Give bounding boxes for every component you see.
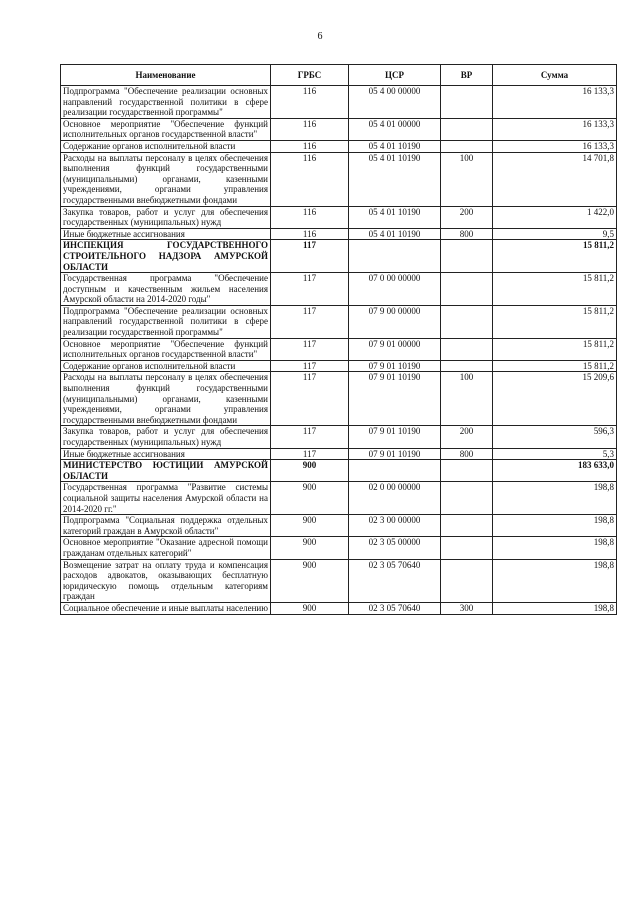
cell-vr [441, 559, 493, 602]
cell-grbs: 117 [271, 338, 349, 360]
cell-csr [349, 240, 441, 273]
cell-csr: 05 4 01 00000 [349, 118, 441, 140]
cell-grbs: 116 [271, 118, 349, 140]
cell-grbs: 116 [271, 152, 349, 206]
cell-vr [441, 515, 493, 537]
cell-grbs: 117 [271, 360, 349, 372]
cell-name: Содержание органов исполнительной власти [61, 140, 271, 152]
table-row [61, 360, 617, 372]
cell-grbs: 900 [271, 537, 349, 559]
cell-vr [441, 118, 493, 140]
cell-name: Расходы на выплаты персоналу в целях обеспечения выполнения функций государственными (муниципальными) органами, казенными учреждениями, органами управления государственными внебюджетными фондами [61, 372, 271, 426]
cell-sum: 15 811,2 [493, 338, 617, 360]
table-row [61, 602, 617, 614]
cell-csr: 07 9 01 00000 [349, 338, 441, 360]
table-row [61, 305, 617, 338]
cell-grbs: 117 [271, 240, 349, 273]
cell-sum: 596,3 [493, 426, 617, 448]
table-row [61, 228, 617, 240]
cell-sum: 198,8 [493, 602, 617, 614]
table-row [61, 273, 617, 306]
cell-vr: 100 [441, 372, 493, 426]
cell-name: Расходы на выплаты персоналу в целях обеспечения выполнения функций государственными (муниципальными) органами, казенными учреждениями, органами управления государственными внебюджетными фондами [61, 152, 271, 206]
table-row [61, 482, 617, 515]
cell-grbs: 900 [271, 460, 349, 482]
table-row [61, 206, 617, 228]
cell-name: Государственная программа "Развитие системы социальной защиты населения Амурской области на 2014-2020 гг." [61, 482, 271, 515]
cell-name: Подпрограмма "Социальная поддержка отдельных категорий граждан в Амурской области" [61, 515, 271, 537]
cell-sum: 183 633,0 [493, 460, 617, 482]
cell-csr: 07 9 00 00000 [349, 305, 441, 338]
table-row [61, 448, 617, 460]
cell-name: Иные бюджетные ассигнования [61, 228, 271, 240]
cell-sum: 16 133,3 [493, 140, 617, 152]
cell-csr: 05 4 01 10190 [349, 140, 441, 152]
cell-sum: 15 811,2 [493, 240, 617, 273]
cell-grbs: 117 [271, 426, 349, 448]
cell-csr: 02 3 05 70640 [349, 559, 441, 602]
cell-vr: 800 [441, 228, 493, 240]
cell-name: Закупка товаров, работ и услуг для обеспечения государственных (муниципальных) нужд [61, 206, 271, 228]
cell-vr [441, 482, 493, 515]
cell-csr: 05 4 01 10190 [349, 228, 441, 240]
cell-name: ИНСПЕКЦИЯ ГОСУДАРСТВЕННОГО СТРОИТЕЛЬНОГО НАДЗОРА АМУРСКОЙ ОБЛАСТИ [61, 240, 271, 273]
cell-vr [441, 537, 493, 559]
cell-sum: 16 133,3 [493, 86, 617, 119]
cell-vr: 300 [441, 602, 493, 614]
cell-sum: 15 811,2 [493, 305, 617, 338]
table-row [61, 240, 617, 273]
cell-vr: 200 [441, 206, 493, 228]
cell-grbs: 900 [271, 482, 349, 515]
cell-grbs: 900 [271, 602, 349, 614]
table-row [61, 537, 617, 559]
cell-sum: 9,5 [493, 228, 617, 240]
cell-name: Подпрограмма "Обеспечение реализации основных направлений государственной политики в сфере реализации государственной программы" [61, 86, 271, 119]
cell-name: Возмещение затрат на оплату труда и компенсация расходов адвокатов, оказывающих бесплатную юридическую помощь отдельным категориям граждан [61, 559, 271, 602]
column-header-name: Наименование [61, 65, 271, 86]
cell-csr: 05 4 01 10190 [349, 152, 441, 206]
cell-grbs: 117 [271, 305, 349, 338]
cell-csr: 02 3 05 00000 [349, 537, 441, 559]
cell-sum: 15 209,6 [493, 372, 617, 426]
cell-name: Основное мероприятие "Оказание адресной помощи гражданам отдельных категорий" [61, 537, 271, 559]
table-row [61, 118, 617, 140]
cell-grbs: 116 [271, 86, 349, 119]
cell-csr: 07 9 01 10190 [349, 372, 441, 426]
cell-grbs: 116 [271, 140, 349, 152]
cell-csr: 05 4 01 10190 [349, 206, 441, 228]
cell-vr [441, 273, 493, 306]
cell-sum: 15 811,2 [493, 360, 617, 372]
page-number: 6 [317, 31, 323, 42]
cell-name: Подпрограмма "Обеспечение реализации основных направлений государственной политики в сфере реализации государственной программы" [61, 305, 271, 338]
cell-grbs: 117 [271, 448, 349, 460]
cell-sum: 198,8 [493, 559, 617, 602]
table-row [61, 515, 617, 537]
cell-sum: 198,8 [493, 537, 617, 559]
cell-vr [441, 240, 493, 273]
cell-vr: 100 [441, 152, 493, 206]
cell-grbs: 116 [271, 228, 349, 240]
cell-csr: 02 3 05 70640 [349, 602, 441, 614]
column-header-csr: ЦСР [349, 65, 441, 86]
table-row [61, 140, 617, 152]
cell-csr: 02 3 00 00000 [349, 515, 441, 537]
cell-vr [441, 360, 493, 372]
cell-grbs: 900 [271, 559, 349, 602]
budget-table [60, 64, 617, 615]
cell-grbs: 116 [271, 206, 349, 228]
cell-vr: 800 [441, 448, 493, 460]
cell-sum: 14 701,8 [493, 152, 617, 206]
cell-vr [441, 460, 493, 482]
cell-csr [349, 460, 441, 482]
cell-csr: 07 9 01 10190 [349, 360, 441, 372]
cell-csr: 07 0 00 00000 [349, 273, 441, 306]
cell-sum: 198,8 [493, 482, 617, 515]
cell-name: Основное мероприятие "Обеспечение функций исполнительных органов государственной власти" [61, 338, 271, 360]
column-header-sum: Сумма [493, 65, 617, 86]
cell-sum: 5,3 [493, 448, 617, 460]
cell-vr [441, 338, 493, 360]
cell-sum: 198,8 [493, 515, 617, 537]
cell-csr: 02 0 00 00000 [349, 482, 441, 515]
cell-grbs: 900 [271, 515, 349, 537]
table-row [61, 559, 617, 602]
table-row [61, 372, 617, 426]
cell-sum: 15 811,2 [493, 273, 617, 306]
cell-name: Содержание органов исполнительной власти [61, 360, 271, 372]
cell-grbs: 117 [271, 273, 349, 306]
cell-vr [441, 140, 493, 152]
table-row [61, 152, 617, 206]
table-row [61, 426, 617, 448]
cell-name: Социальное обеспечение и иные выплаты населению [61, 602, 271, 614]
cell-grbs: 117 [271, 372, 349, 426]
cell-vr [441, 86, 493, 119]
table-row [61, 460, 617, 482]
cell-vr [441, 305, 493, 338]
cell-csr: 05 4 00 00000 [349, 86, 441, 119]
table-row [61, 338, 617, 360]
cell-csr: 07 9 01 10190 [349, 426, 441, 448]
cell-name: Государственная программа "Обеспечение доступным и качественным жильем населения Амурской области на 2014-2020 годы" [61, 273, 271, 306]
cell-sum: 1 422,0 [493, 206, 617, 228]
cell-csr: 07 9 01 10190 [349, 448, 441, 460]
column-header-grbs: ГРБС [271, 65, 349, 86]
cell-vr: 200 [441, 426, 493, 448]
cell-name: Иные бюджетные ассигнования [61, 448, 271, 460]
cell-name: Основное мероприятие "Обеспечение функций исполнительных органов государственной власти" [61, 118, 271, 140]
column-header-vr: ВР [441, 65, 493, 86]
cell-name: МИНИСТЕРСТВО ЮСТИЦИИ АМУРСКОЙ ОБЛАСТИ [61, 460, 271, 482]
table-header-row [61, 65, 617, 86]
cell-sum: 16 133,3 [493, 118, 617, 140]
table-row [61, 86, 617, 119]
cell-name: Закупка товаров, работ и услуг для обеспечения государственных (муниципальных) нужд [61, 426, 271, 448]
